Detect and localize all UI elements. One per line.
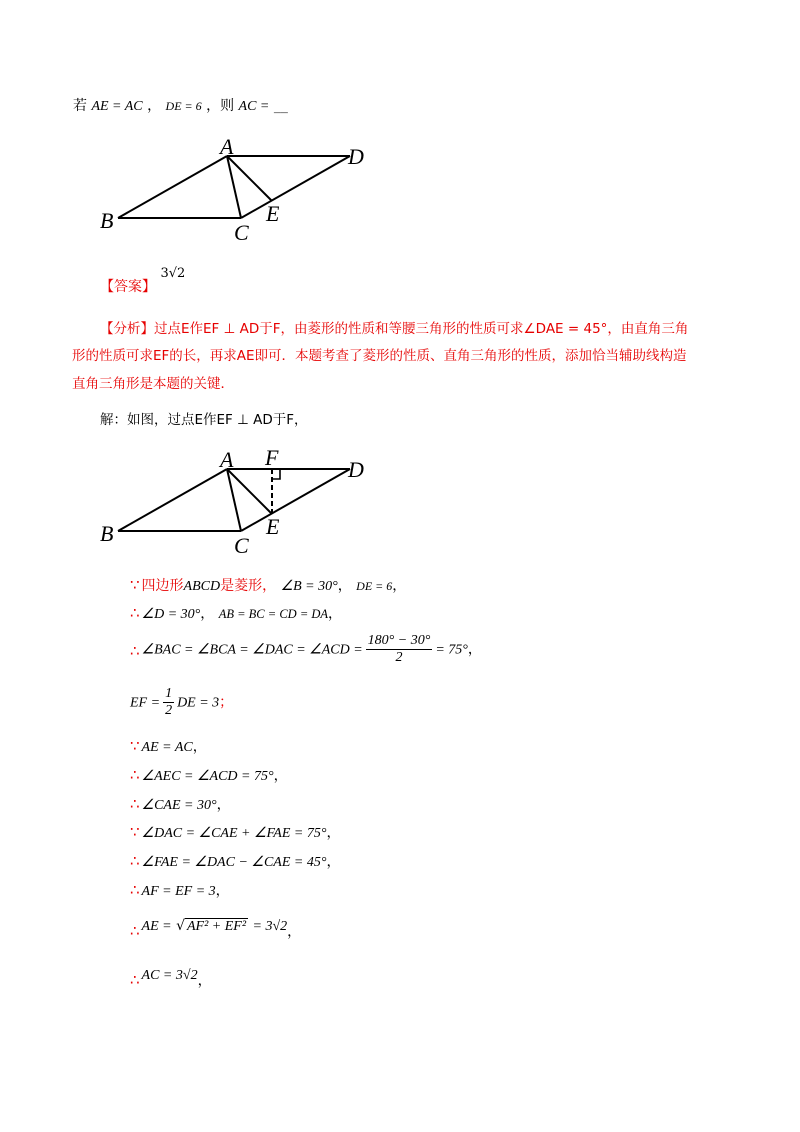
step-math: = 3√2: [252, 919, 288, 934]
fraction-numerator: 1: [165, 686, 173, 701]
step-math: AF = EF = 3: [141, 884, 216, 899]
separator: ，: [147, 98, 162, 114]
step-math: ∠BAC = ∠BCA = ∠DAC = ∠ACD =: [141, 642, 363, 658]
label-f: F: [265, 445, 279, 470]
segment-ac: [227, 469, 241, 531]
segment-ab: [118, 469, 227, 531]
step-text: ；: [219, 694, 234, 711]
therefore-symbol: ∴: [130, 922, 140, 940]
step-7: [130, 794, 231, 816]
label-e: E: [266, 514, 280, 539]
step-text: ，: [326, 854, 341, 870]
fraction-numerator: 180° − 30°: [367, 633, 431, 648]
analysis-line-2: 形的性质可求EF的长，再求AE即可．本题考查了菱形的性质、直角三角形的性质，添加恰当辅助线构造: [72, 348, 687, 364]
step-math: ∠D = 30°: [141, 607, 201, 622]
rhombus-figure-1: [90, 130, 390, 245]
step-12: [130, 964, 212, 989]
therefore-symbol: ∴: [130, 641, 140, 660]
label-e: E: [266, 201, 280, 226]
sqrt-sign: √: [176, 918, 185, 934]
fraction-denominator: 2: [165, 703, 173, 718]
question-prefix: 若: [73, 98, 87, 114]
separator: ，则: [206, 98, 235, 114]
step-10: [130, 880, 230, 902]
because-symbol: ∵: [130, 576, 140, 594]
label-c: C: [234, 533, 249, 558]
step-text: ，: [392, 578, 407, 594]
step-text: ，: [467, 641, 482, 658]
step-math: = 75°: [435, 642, 468, 658]
step-9: [130, 851, 340, 873]
step-1: [130, 575, 406, 597]
condition-de: DE = 6: [165, 99, 202, 113]
therefore-symbol: ∴: [130, 795, 140, 813]
step-math: AB = BC = CD = DA: [218, 607, 329, 621]
step-6: [130, 765, 288, 787]
segment-ae: [227, 469, 272, 514]
label-b: B: [100, 208, 114, 233]
answer-tag: 【答案】: [100, 279, 156, 295]
label-b: B: [100, 521, 114, 546]
step-text: ，: [287, 924, 302, 940]
step-math: ∠CAE = 30°: [141, 798, 217, 813]
fraction-denominator: 2: [395, 650, 403, 665]
step-math: DE = 3: [177, 695, 220, 711]
step-3: [130, 633, 482, 666]
question-ask: AC =: [238, 99, 270, 114]
condition-ae-ac: AE = AC: [91, 99, 143, 114]
step-text: ，: [200, 606, 215, 622]
step-2: [130, 603, 342, 625]
step-text: 四边形: [141, 578, 184, 594]
label-a: A: [220, 134, 234, 159]
because-symbol: ∵: [130, 823, 140, 841]
segment-ac: [227, 156, 241, 218]
step-text: ，: [328, 606, 343, 622]
therefore-symbol: ∴: [130, 852, 140, 870]
step-math: AC = 3√2: [141, 968, 198, 983]
therefore-symbol: ∴: [130, 971, 140, 989]
segment-ae: [227, 156, 272, 201]
step-math: AE =: [141, 919, 172, 934]
step-math: DE = 6: [356, 579, 393, 593]
answer-blank: __: [273, 98, 288, 114]
fraction: [366, 633, 433, 666]
fraction: [163, 686, 174, 719]
analysis-line-3: 直角三角形是本题的关键．: [72, 376, 234, 392]
label-d: D: [348, 144, 364, 169]
radicand: AF² + EF²: [186, 919, 247, 934]
label-c: C: [234, 220, 249, 245]
rhombus-figure-2: [90, 443, 390, 558]
analysis-text: 过点E作EF ⊥ AD于F，由菱形的性质和等腰三角形的性质可求∠DAE = 45°，由直角三角: [154, 321, 689, 337]
solution-intro: 解：如图，过点E作EF ⊥ AD于F，: [100, 412, 308, 428]
step-text: ，: [215, 883, 230, 899]
step-math: ∠AEC = ∠ACD = 75°: [141, 769, 274, 784]
segment-ab: [118, 156, 227, 218]
step-math: ∠DAC = ∠CAE + ∠FAE = 75°: [141, 826, 327, 841]
step-math: ABCD: [183, 579, 221, 594]
step-math: EF =: [130, 695, 161, 711]
step-math: ∠B = 30°: [280, 579, 338, 594]
step-text: 是菱形，: [220, 578, 277, 594]
step-math: ∠FAE = ∠DAC − ∠CAE = 45°: [141, 855, 327, 870]
analysis-tag: 【分析】: [100, 321, 154, 337]
answer-line: [100, 265, 186, 295]
step-text: ，: [273, 768, 288, 784]
analysis-line-1: [100, 316, 740, 342]
step-8: [130, 822, 340, 844]
step-text: ，: [192, 739, 207, 755]
step-text: ，: [216, 797, 231, 813]
step-text: ，: [337, 578, 352, 594]
because-symbol: ∵: [130, 737, 140, 755]
answer-value: 3√2: [160, 266, 186, 281]
label-d: D: [348, 457, 364, 482]
therefore-symbol: ∴: [130, 604, 140, 622]
step-5: [130, 736, 207, 758]
right-angle-mark: [272, 469, 280, 479]
therefore-symbol: ∴: [130, 766, 140, 784]
step-text: ，: [326, 825, 341, 841]
step-4: [130, 686, 233, 719]
analysis-block: [100, 316, 740, 342]
step-math: AE = AC: [141, 740, 193, 755]
question-line: [73, 96, 288, 117]
label-a: A: [220, 447, 234, 472]
step-text: ，: [197, 973, 212, 989]
step-11: [130, 915, 302, 940]
therefore-symbol: ∴: [130, 881, 140, 899]
